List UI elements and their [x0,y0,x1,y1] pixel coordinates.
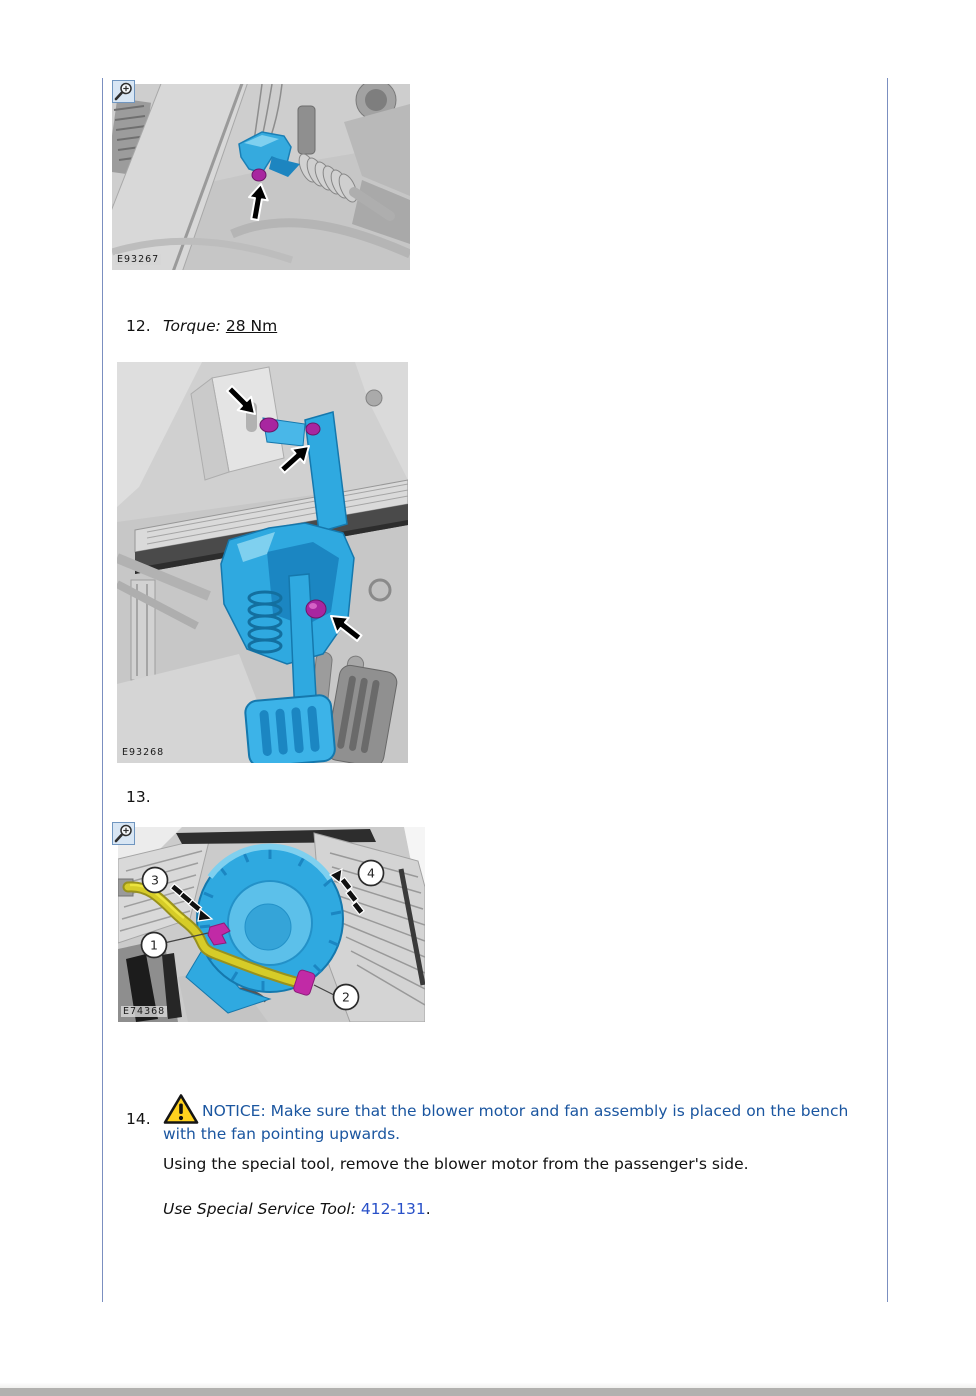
figure-image-e93267 [112,84,410,270]
callout-2 [334,985,359,1010]
torque-label: Torque: [163,317,221,335]
figure-image-e93268 [117,362,408,763]
figure-label: E93268 [122,747,165,758]
step-12 [126,317,277,336]
special-tool-period: . [425,1200,431,1218]
callout-3 [143,868,168,893]
zoom-in-icon[interactable] [112,80,135,103]
warning-icon [163,1093,199,1125]
figure-label: E93267 [117,254,160,265]
page-border-right [887,78,888,1302]
callout-1 [142,933,167,958]
instruction-text: Using the special tool, remove the blower motor from the passenger's side. [163,1155,749,1173]
fastener-bolt [252,169,266,181]
notice-text: NOTICE: Make sure that the blower motor and fan assembly is placed on the bench with the fan pointing upwards. [163,1102,849,1143]
horizontal-scrollbar[interactable] [0,1383,976,1396]
torque-spec [163,317,277,336]
notice-paragraph [163,1093,863,1144]
step-14 [126,1093,863,1219]
horizontal-scrollbar-thumb[interactable] [0,1388,976,1396]
step-number: 13. [126,788,151,806]
special-tool-link[interactable]: 412-131 [360,1200,426,1218]
figure-e93268 [117,362,408,763]
figure-e93267 [112,84,410,270]
step-13 [126,788,163,807]
step-number: 14. [126,1110,151,1128]
step-body [163,1093,863,1219]
figure-label: E74368 [123,1006,166,1017]
svg-text:2: 2 [342,989,350,1005]
special-tool-line [163,1200,863,1219]
special-tool-label: Use Special Service Tool: [163,1200,356,1218]
svg-text:4: 4 [367,865,375,881]
callout-4 [359,861,384,886]
svg-text:3: 3 [151,872,159,888]
step-number: 12. [126,317,151,335]
zoom-in-icon[interactable] [112,822,135,845]
svg-text:1: 1 [150,937,158,953]
figure-image-e74368 [118,827,425,1022]
torque-value: 28 Nm [225,317,278,335]
page-border-left [102,78,103,1302]
figure-e74368 [118,827,425,1022]
